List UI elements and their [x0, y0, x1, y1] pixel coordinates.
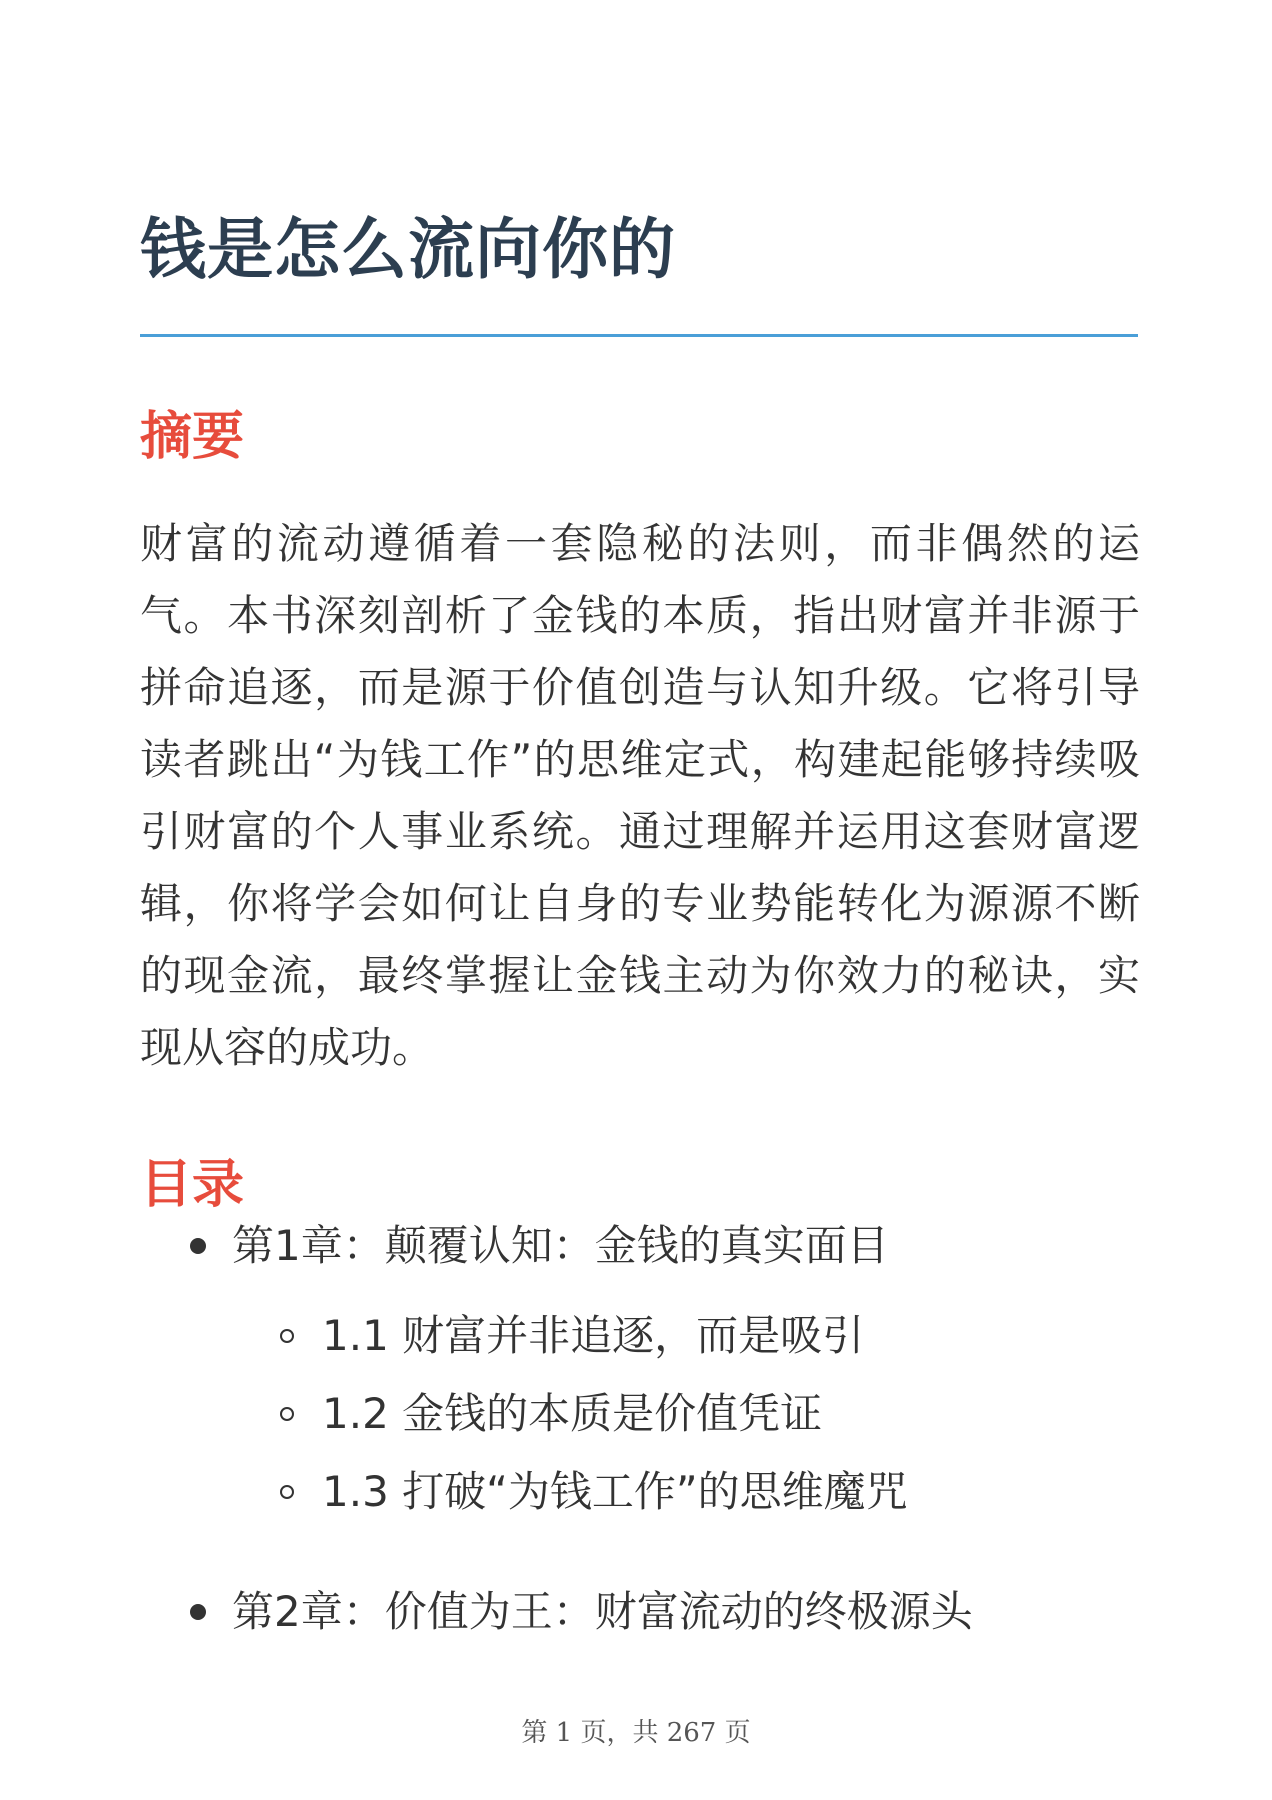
page-footer: 第 1 页，共 267 页: [521, 1718, 751, 1748]
toc-chapter-2: [190, 1582, 973, 1642]
toc-chapter-1: [190, 1216, 889, 1276]
hollow-bullet-icon: [280, 1485, 294, 1499]
toc-section-1-3: [280, 1462, 908, 1522]
toc-section-label: 1.1 财富并非追逐，而是吸引: [322, 1311, 865, 1360]
toc-chapter-label: 第2章：价值为王：财富流动的终极源头: [232, 1587, 973, 1636]
document-title: 钱是怎么流向你的: [140, 211, 676, 288]
summary-heading: 摘要: [140, 407, 245, 467]
toc-section-1-2: [280, 1384, 822, 1444]
filled-bullet-icon: [190, 1238, 206, 1254]
hollow-bullet-icon: [280, 1329, 294, 1343]
summary-text: 财富的流动遵循着一套隐秘的法则，而非偶然的运气。本书深刻剖析了金钱的本质，指出财富并非源于拼命追逐，而是源于价值创造与认知升级。它将引导读者跳出“为钱工作”的思维定式，构建起能够持续吸引财富的个人事业系统。通过理解并运用这套财富逻辑，你将学会如何让自身的专业势能转化为源源不断的现金流，最终掌握让金钱主动为你效力的秘诀，实现从容的成功。: [140, 519, 1140, 1072]
toc-section-label: 1.2 金钱的本质是价值凭证: [322, 1389, 823, 1438]
toc-chapter-label: 第1章：颠覆认知：金钱的真实面目: [232, 1221, 889, 1270]
hollow-bullet-icon: [280, 1407, 294, 1421]
toc-section-1-1: [280, 1306, 864, 1366]
toc-section-label: 1.3 打破“为钱工作”的思维魔咒: [322, 1467, 908, 1516]
filled-bullet-icon: [190, 1604, 206, 1620]
title-divider: [140, 334, 1138, 337]
toc-heading: 目录: [140, 1155, 245, 1215]
